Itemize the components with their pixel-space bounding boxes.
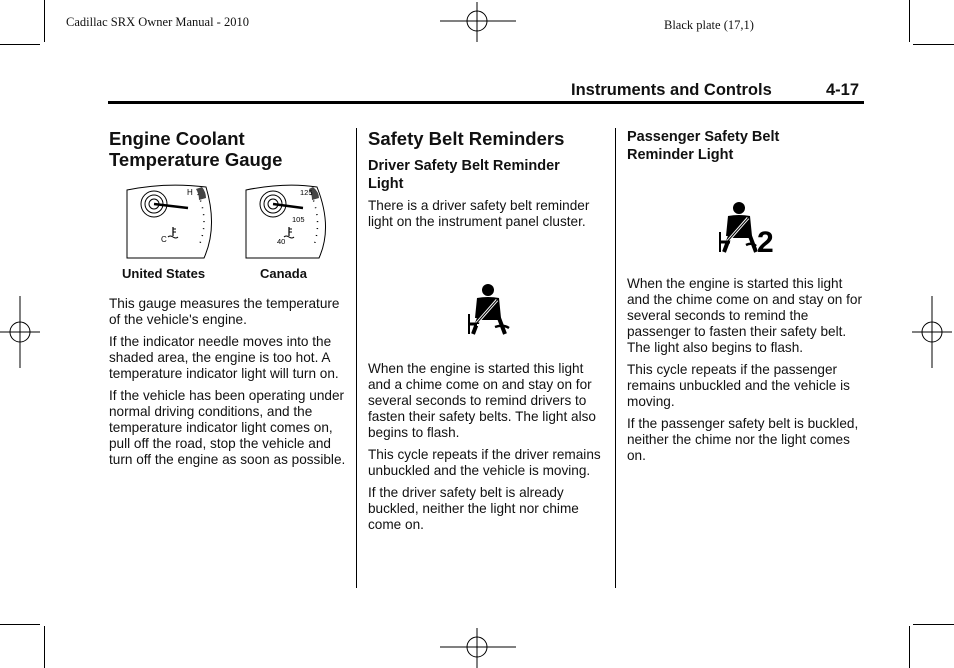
plate-label: Black plate (17,1) (664, 18, 754, 32)
passenger-seatbelt-icon (714, 200, 778, 256)
title-line: Temperature Gauge (109, 149, 283, 170)
driver-reminder-body (368, 361, 608, 539)
subtitle-driver-reminder (368, 157, 604, 193)
page-number: 4-17 (826, 81, 860, 99)
body-paragraph: When the engine is started this light and a chime come on and stay on for several seconds to remind drivers to fasten their safety belts. The light also begins to flash. (368, 361, 596, 440)
engine-coolant-body (109, 296, 351, 474)
gauge-mid-label: 105 (292, 215, 305, 224)
registration-mark-top (440, 2, 516, 42)
body-paragraph: If the driver safety belt is already buckled, neither the light nor chime come on. (368, 485, 579, 532)
registration-mark-right (912, 296, 952, 368)
body-paragraph: If the passenger safety belt is buckled, neither the chime nor the light comes on. (627, 416, 859, 463)
gauge-hot-label: 125 (300, 188, 313, 197)
section-title-engine-coolant (109, 128, 347, 170)
column-divider (356, 128, 357, 588)
body-paragraph: If the vehicle has been operating under normal driving conditions, and the temperature indicator light comes on, pull off the road, stop the vehicle and turn off the engine as soon as possible. (109, 388, 346, 467)
crop-mark (913, 44, 954, 45)
subtitle-line: Driver Safety Belt Reminder (368, 158, 560, 174)
registration-mark-left (0, 296, 40, 368)
column-passenger-reminder (627, 128, 867, 164)
subtitle-passenger-reminder (627, 128, 867, 164)
crop-mark (909, 0, 910, 42)
section-title-safety-belt: Safety Belt Reminders (368, 128, 565, 149)
crop-mark (0, 44, 40, 45)
passenger-icon-number: 2 (757, 226, 774, 256)
column-safety-belt (368, 128, 604, 236)
caption-united-states: United States (122, 266, 206, 281)
gauge-cold-label: C (161, 235, 167, 244)
body-paragraph: This cycle repeats if the driver remains unbuckled and the vehicle is moving. (368, 447, 601, 478)
subtitle-line: Light (368, 176, 404, 192)
manual-title: Cadillac SRX Owner Manual - 2010 (66, 15, 249, 29)
body-paragraph: If the indicator needle moves into the shaded area, the engine is too hot. A temperature indicator light will turn on. (109, 334, 339, 381)
caption-canada: Canada (260, 266, 307, 281)
column-divider (615, 128, 616, 588)
body-paragraph: This gauge measures the temperature of the vehicle's engine. (109, 296, 340, 327)
header-rule (108, 101, 864, 104)
crop-mark (44, 0, 45, 42)
column-engine-coolant (109, 128, 347, 170)
registration-mark-bottom (440, 628, 516, 668)
section-name: Instruments and Controls (571, 81, 772, 99)
subtitle-line: Passenger Safety Belt (627, 129, 780, 145)
driver-seatbelt-icon (461, 282, 513, 338)
crop-mark (913, 624, 954, 625)
section-header (571, 81, 772, 100)
title-line: Engine Coolant (109, 128, 245, 149)
crop-mark (909, 626, 910, 668)
crop-mark (44, 626, 45, 668)
body-paragraph: When the engine is started this light and the chime come on and stay on for several seconds to remind the passenger to fasten their safety belt. The light also begins to flash. (627, 276, 863, 355)
subtitle-line: Reminder Light (627, 147, 734, 163)
body-paragraph: This cycle repeats if the passenger remains unbuckled and the vehicle is moving. (627, 362, 850, 409)
coolant-gauge-us-illustration (126, 182, 214, 262)
crop-mark (0, 624, 40, 625)
gauge-cold-label: 40 (277, 237, 286, 246)
passenger-reminder-body (627, 276, 867, 470)
gauge-hot-label: H (187, 188, 193, 197)
coolant-gauge-canada-illustration (245, 182, 333, 262)
body-paragraph: There is a driver safety belt reminder light on the instrument panel cluster. (368, 198, 590, 229)
